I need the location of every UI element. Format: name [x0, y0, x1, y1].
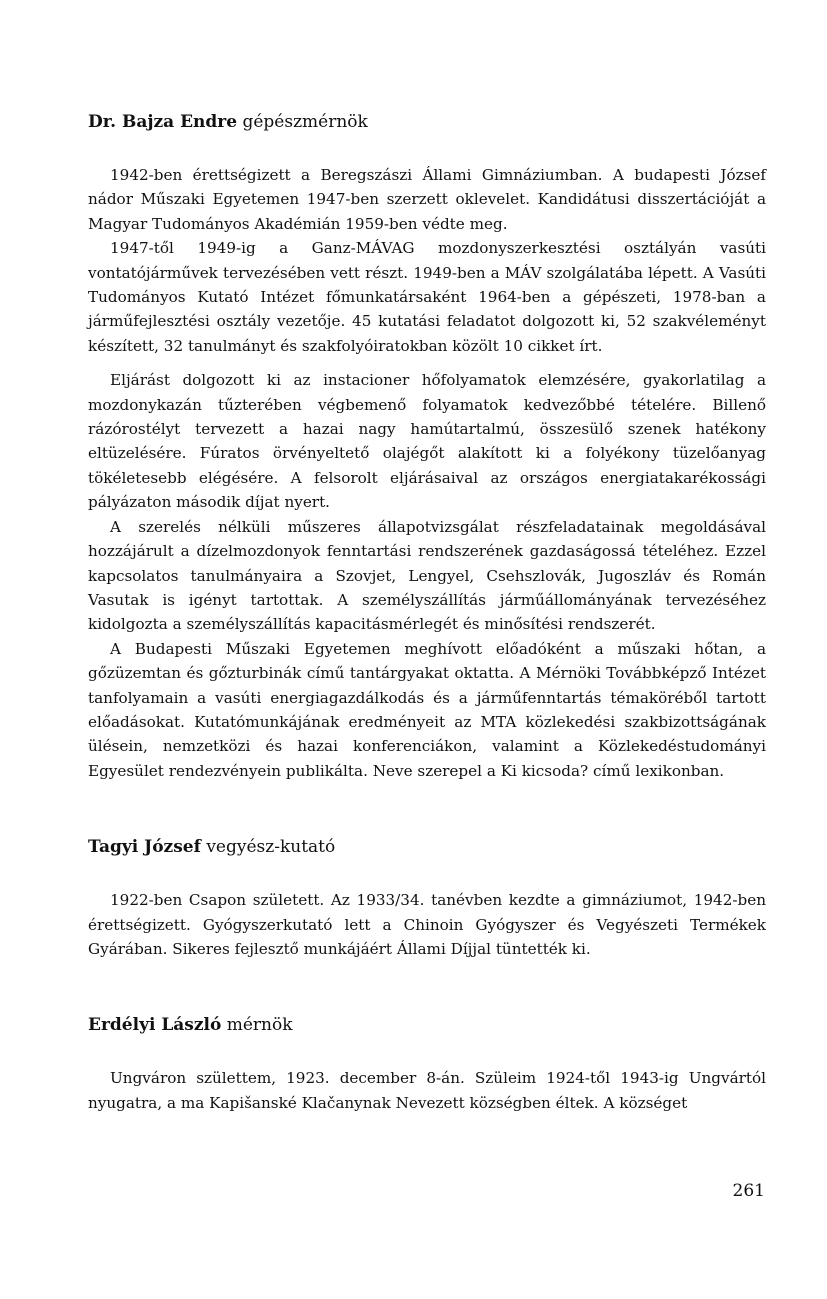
person-name: Dr. Bajza Endre [88, 112, 238, 132]
paragraph: A szerelés nélküli műszeres állapotvizsgálat részfeladatainak megoldásával hozzájárult a dízelmozdonyok fenntartási rendszerének gazdaságossá tételéhez. Ezzel kapcsolatos tanulmányaira a Szovjet, Lengyel, Csehszlovák, Jugoszláv és Román Vasutak is igényt tartottak. A személyszállítás járműállományának tervezéséhez kidolgozta a személyszállítás kapacitásmérlegét és minősítési rendszerét. [88, 517, 766, 634]
person-name: Tagyi József [88, 837, 201, 858]
page-body [88, 110, 766, 1115]
person-profession: gépészmérnök [242, 112, 368, 132]
paragraph: Ungváron születtem, 1923. december 8-án. Szüleim 1924-től 1943-ig Ungvártól nyugatra, a ma Kapišanské Klačanynak Nevezett községben éltek. A községet [88, 1069, 766, 1112]
entry-tagyi [88, 835, 766, 961]
paragraph: A Budapesti Műszaki Egyetemen meghívott előadóként a műszaki hőtan, a gőzüzemtan és gőzturbinák című tantárgyakat oktatta. A Mérnöki Továbbképző Intézet tanfolyamain a vasúti energiagazdálkodás és a járműfenntartás témaköréből tartott előadásokat. Kutatómunkájának eredményeit az MTA közlekedési szakbizottságának ülésein, nemzetközi és hazai konferenciákon, valamint a Közlekedéstudományi Egyesület rendezvényein publikálta. Neve szerepel a Ki kicsoda? című lexikonban. [88, 639, 766, 780]
entry-erdelyi [88, 1013, 766, 1115]
person-profession: vegyész-kutató [206, 837, 336, 858]
person-name: Erdélyi László [88, 1015, 222, 1036]
entry-bajza [88, 110, 766, 783]
paragraph: 1922-ben Csapon született. Az 1933/34. tanévben kezdte a gimnáziumot, 1942-ben érettségizett. Gyógyszerkutató lett a Chinoin Gyógyszer és Vegyészeti Termékek Gyárában. Sikeres fejlesztő munkájáért Állami Díjjal tüntették ki. [88, 891, 766, 958]
person-profession: mérnök [226, 1015, 293, 1036]
entry-heading [88, 835, 766, 859]
page-number: 261 [732, 1181, 765, 1201]
paragraph: 1947-től 1949-ig a Ganz-MÁVAG mozdonyszerkesztési osztályán vasúti vontatójárművek tervezésében vett részt. 1949-ben a MÁV szolgálatába lépett. A Vasúti Tudományos Kutató Intézet főmunkatársaként 1964-ben a gépészeti, 1978-ban a járműfejlesztési osztály vezetője. 45 kutatási feladatot dolgozott ki, 52 szakvéleményt készített, 32 tanulmányt és szakfolyóiratokban közölt 10 cikket írt. [88, 239, 766, 355]
paragraph: Eljárást dolgozott ki az instacioner hőfolyamatok elemzésére, gyakorlatilag a mozdonykazán tűzterében végbemenő folyamatok kedvezőbbé tételére. Billenő rázórostélyt tervezett a hazai nagy hamútartalmú, összesülő szenek hatékony eltüzelésére. Fúratos örvényeltető olajégőt alakított ki a folyékony tüzelőanyag tökéletesebb elégésére. A felsorolt eljárásaival az országos energiatakarékossági pályázaton második díjat nyert. [88, 371, 766, 512]
paragraph: 1942-ben érettségizett a Beregszászi Állami Gimnáziumban. A budapesti József nádor Műszaki Egyetemen 1947-ben szerzett oklevelet. Kandidátusi disszertációját a Magyar Tudományos Akadémián 1959-ben védte meg. [88, 166, 766, 233]
entry-heading [88, 1013, 766, 1037]
entry-heading [88, 110, 766, 134]
